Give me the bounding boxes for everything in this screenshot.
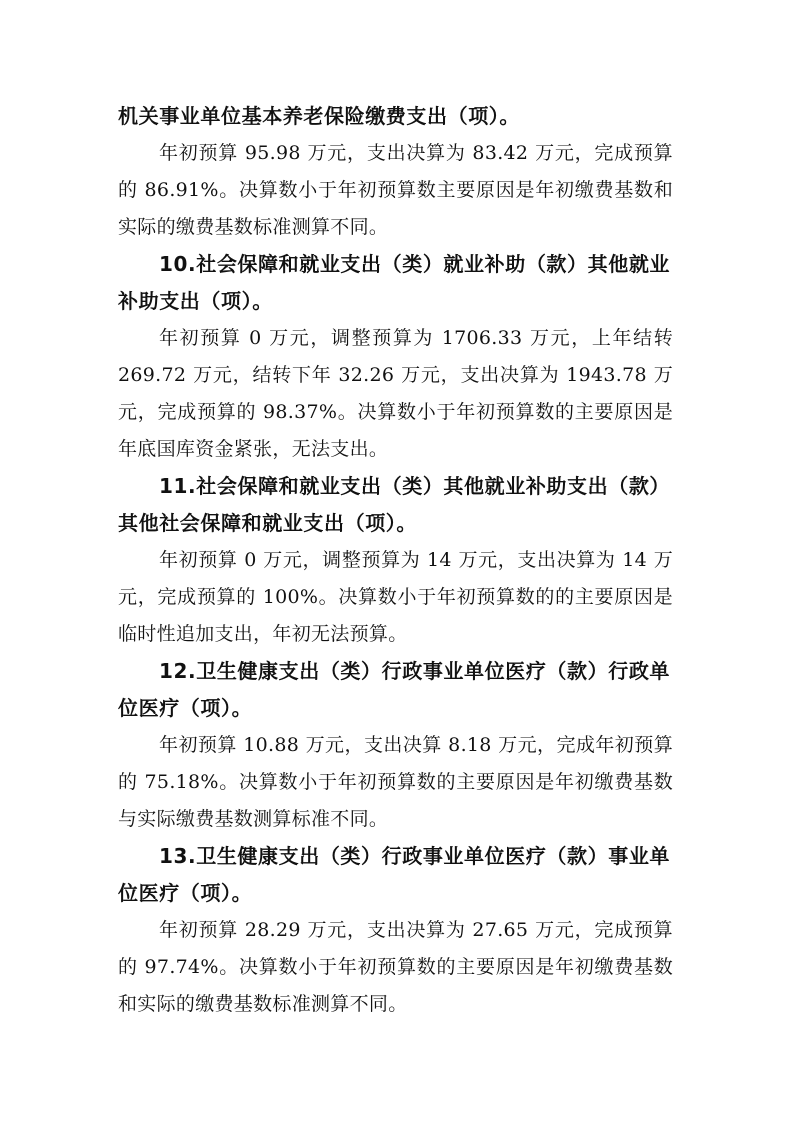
section-paragraph: 年初预算 95.98 万元，支出决算为 83.42 万元，完成预算的 86.91%。决算数小于年初预算数主要原因是年初缴费基数和实际的缴费基数标准测算不同。	[118, 142, 673, 238]
document-page	[118, 98, 673, 1023]
section-heading-continued: 机关事业单位基本养老保险缴费支出（项）。	[118, 104, 520, 128]
section-heading-12: 12.卫生健康支出（类）行政事业单位医疗（款）行政单位医疗（项）。	[118, 659, 671, 720]
section-paragraph: 年初预算 0 万元，调整预算为 14 万元，支出决算为 14 万元，完成预算的 100%。决算数小于年初预算数的的主要原因是临时性追加支出，年初无法预算。	[118, 549, 673, 645]
section-heading-10: 10.社会保障和就业支出（类）就业补助（款）其他就业补助支出（项）。	[118, 252, 671, 313]
section-paragraph: 年初预算 0 万元，调整预算为 1706.33 万元，上年结转 269.72 万元，结转下年 32.26 万元，支出决算为 1943.78 万元，完成预算的 98.37%。决算数小于年初预算数的主要原因是年底国库资金紧张，无法支出。	[118, 327, 673, 460]
section-paragraph: 年初预算 28.29 万元，支出决算为 27.65 万元，完成预算的 97.74%。决算数小于年初预算数的主要原因是年初缴费基数和实际的缴费基数标准测算不同。	[118, 919, 673, 1015]
section-heading-13: 13.卫生健康支出（类）行政事业单位医疗（款）事业单位医疗（项）。	[118, 844, 671, 905]
section-heading-11: 11.社会保障和就业支出（类）其他就业补助支出（款）其他社会保障和就业支出（项）。	[118, 474, 671, 535]
section-paragraph: 年初预算 10.88 万元，支出决算 8.18 万元，完成年初预算的 75.18%。决算数小于年初预算数的主要原因是年初缴费基数与实际缴费基数测算标准不同。	[118, 734, 673, 830]
